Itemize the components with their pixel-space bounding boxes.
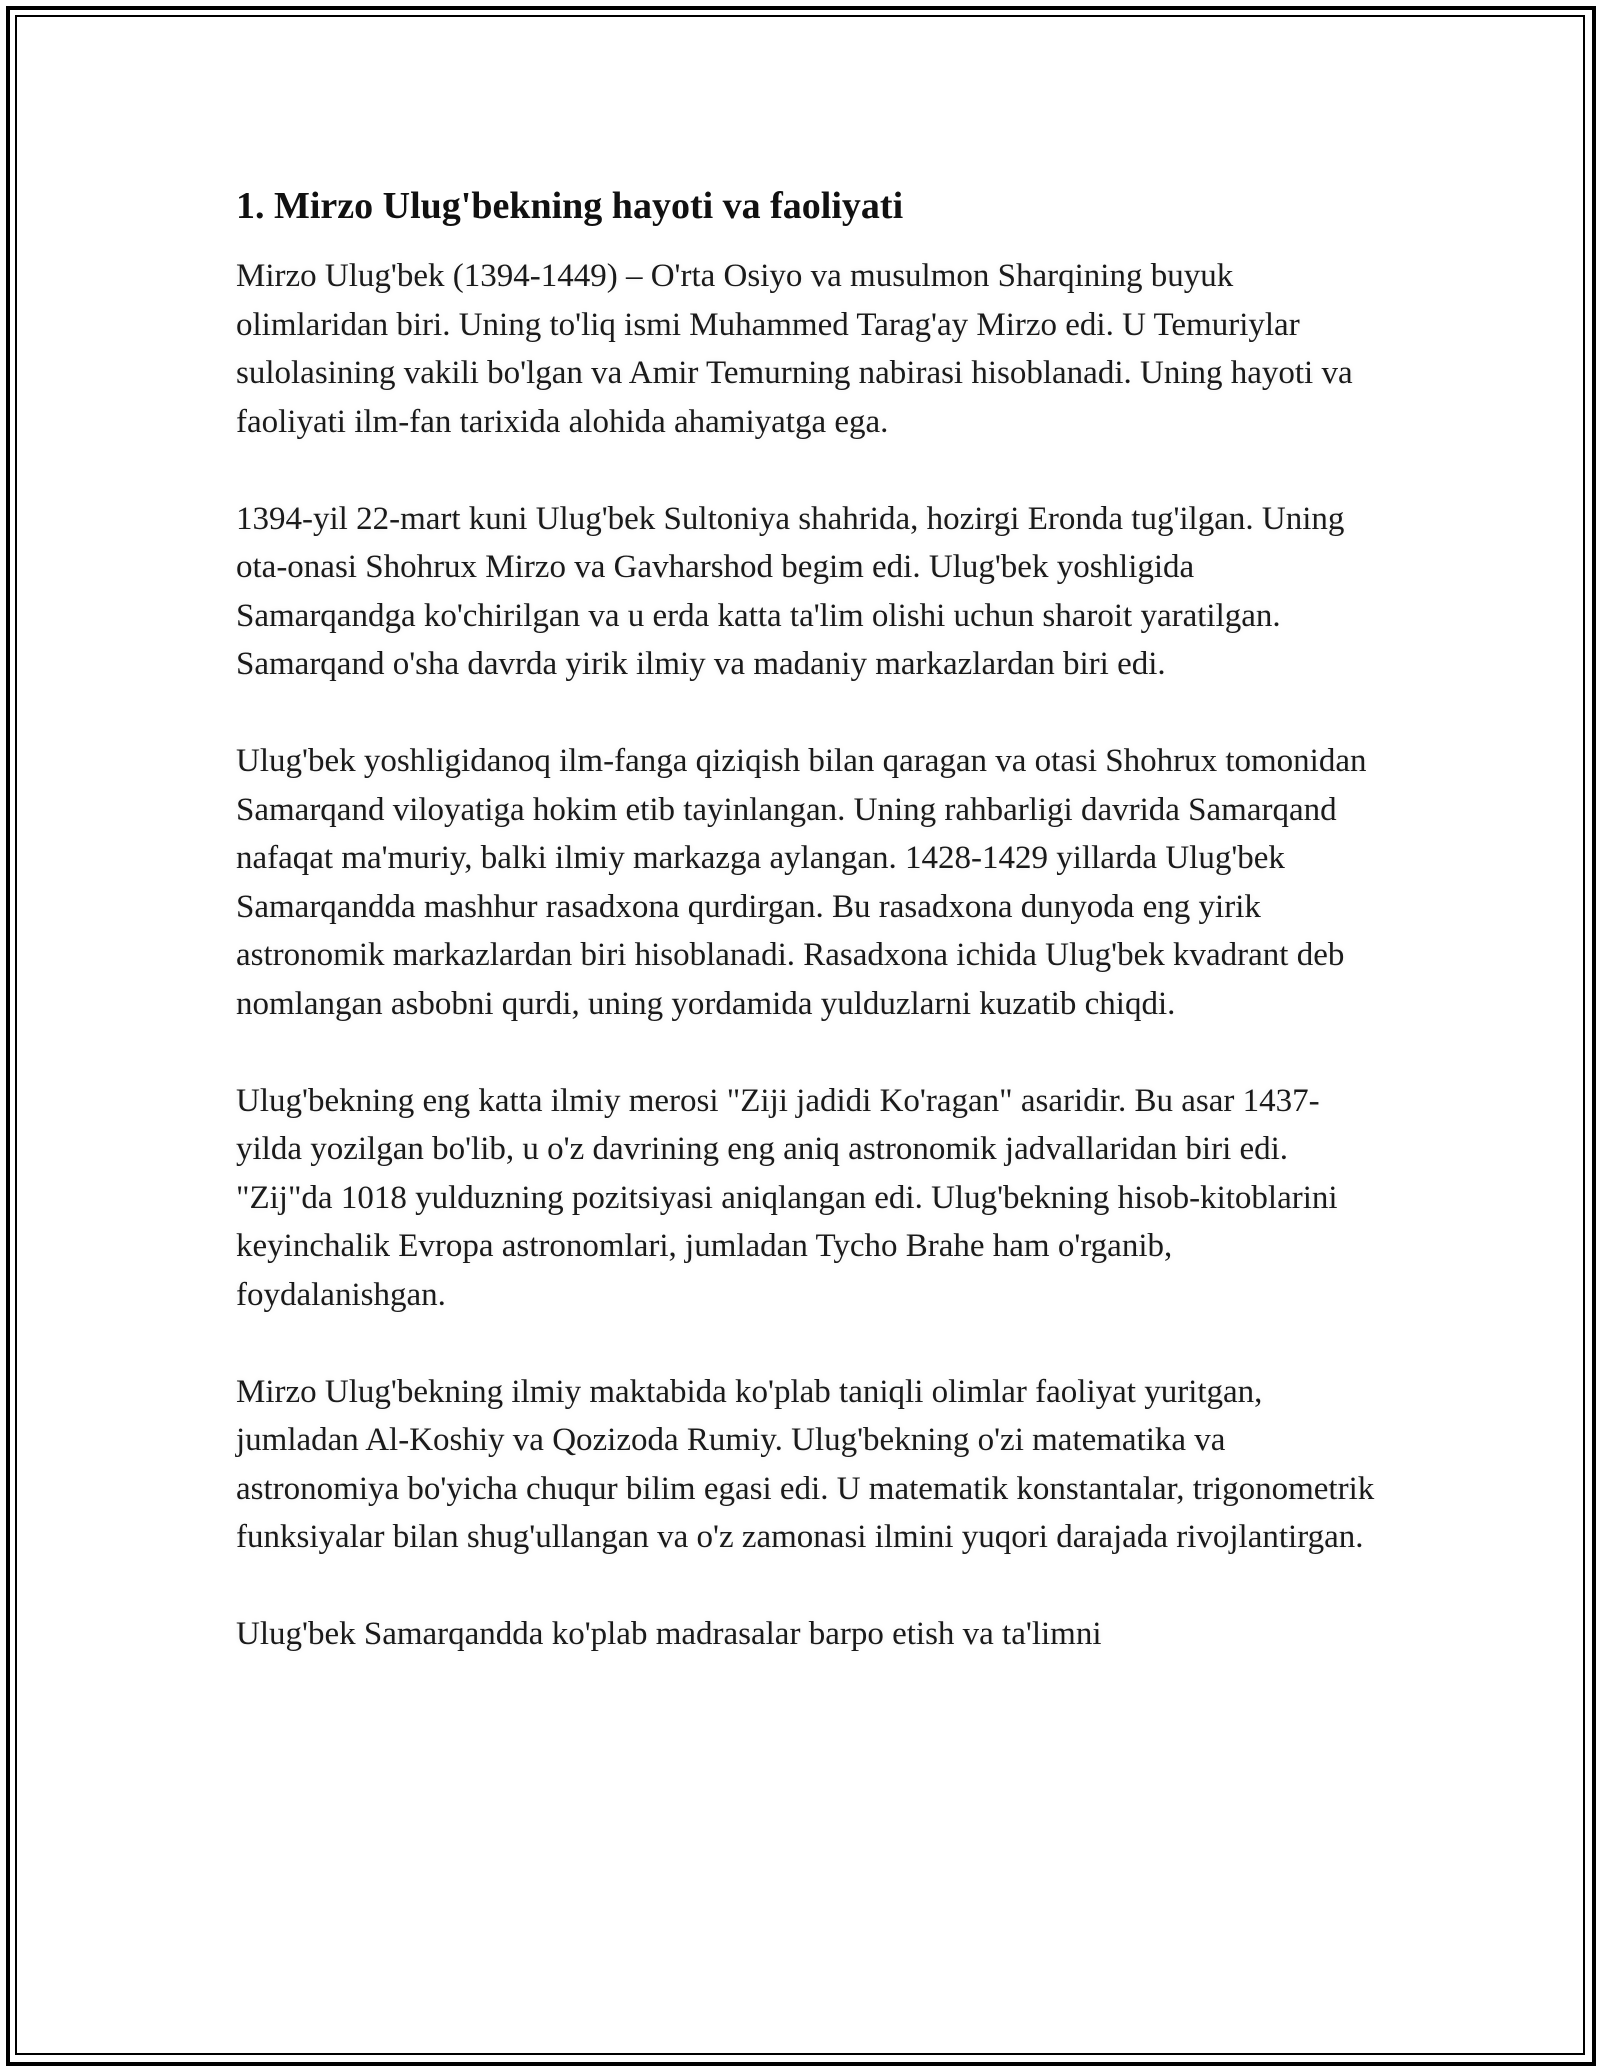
paragraph-5: Mirzo Ulug'bekning ilmiy maktabida ko'plab taniqli olimlar faoliyat yuritgan, jumladan Al-Koshiy va Qozizoda Rumiy. Ulug'bekning o'zi matematika va astronomiya bo'yicha chuqur bilim egasi edi. U matematik konstantalar, trigonometrik funksiyalar bilan shug'ullangan va o'z zamonasi ilmini yuqori darajada rivojlantirgan. xyxy=(236,1373,1375,1555)
section-heading: 1. Mirzo Ulug'bekning hayoti va faoliyati xyxy=(236,185,904,227)
document-body xyxy=(236,182,1376,1707)
paragraph-6: Ulug'bek Samarqandda ko'plab madrasalar barpo etish va ta'limni xyxy=(236,1616,1102,1652)
paragraph-4: Ulug'bekning eng katta ilmiy merosi "Ziji jadidi Ko'ragan" asaridir. Bu asar 1437-yilda yozilgan bo'lib, u o'z davrining eng aniq astronomik jadvallaridan biri edi. "Zij"da 1018 yulduzning pozitsiyasi aniqlangan edi. Ulug'bekning hisob-kitoblarini keyinchalik Evropa astronomlari, jumladan Tycho Brahe ham o'rganib, foydalanishgan. xyxy=(236,1082,1338,1313)
paragraph-2: 1394-yil 22-mart kuni Ulug'bek Sultoniya shahrida, hozirgi Eronda tug'ilgan. Uning ota-onasi Shohrux Mirzo va Gavharshod begim edi. Ulug'bek yoshligida Samarqandga ko'chirilgan va u erda katta ta'lim olishi uchun sharoit yaratilgan. Samarqand o'sha davrda yirik ilmiy va madaniy markazlardan biri edi. xyxy=(236,500,1345,682)
paragraph-1: Mirzo Ulug'bek (1394-1449) – O'rta Osiyo va musulmon Sharqining buyuk olimlaridan biri. Uning to'liq ismi Muhammed Tarag'ay Mirzo edi. U Temuriylar sulolasining vakili bo'lgan va Amir Temurning nabirasi hisoblanadi. Uning hayoti va faoliyati ilm-fan tarixida alohida ahamiyatga ega. xyxy=(236,258,1353,440)
paragraph-3: Ulug'bek yoshligidanoq ilm-fanga qiziqish bilan qaragan va otasi Shohrux tomonidan Samarqand viloyatiga hokim etib tayinlangan. Uning rahbarligi davrida Samarqand nafaqat ma'muriy, balki ilmiy markazga aylangan. 1428-1429 yillarda Ulug'bek Samarqandda mashhur rasadxona qurdirgan. Bu rasadxona dunyoda eng yirik astronomik markazlardan biri hisoblanadi. Rasadxona ichida Ulug'bek kvadrant deb nomlangan asbobni qurdi, uning yordamida yulduzlarni kuzatib chiqdi. xyxy=(236,743,1367,1022)
